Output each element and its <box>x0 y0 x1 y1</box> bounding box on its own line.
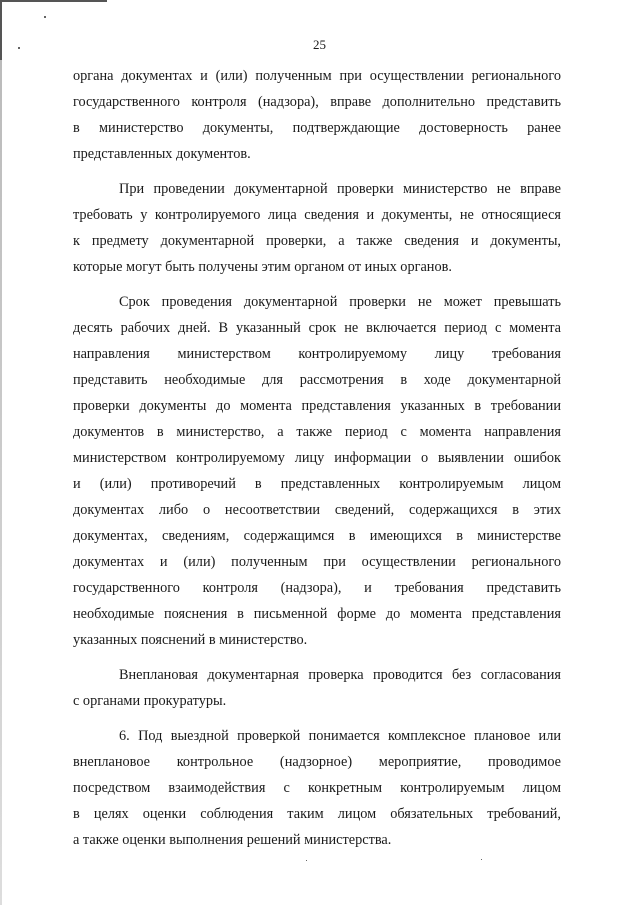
text-line: представленных документов. <box>73 146 251 162</box>
text-line: требовать у контролируемого лица сведения и документы, не относящиеся <box>73 207 561 223</box>
text-line: государственного контроля (надзора), вправе дополнительно представить <box>73 94 561 110</box>
text-line: Срок проведения документарной проверки не может превышать <box>119 294 561 310</box>
text-line: Внеплановая документарная проверка проводится без согласования <box>119 667 561 683</box>
text-line: а также оценки выполнения решений министерства. <box>73 832 392 848</box>
text-line: проверки документы до момента представления указанных в требовании <box>73 398 561 414</box>
text-line: документах, сведениям, содержащимся в имеющихся в министерстве <box>73 528 561 544</box>
text-line: указанных пояснений в министерство. <box>73 632 308 648</box>
text-line: государственного контроля (надзора), и требования представить <box>73 580 561 596</box>
paragraph <box>73 723 561 853</box>
text-line: 6. Под выездной проверкой понимается комплексное плановое или <box>119 728 561 744</box>
text-line: которые могут быть получены этим органом от иных органов. <box>73 259 452 275</box>
text-line: посредством взаимодействия с конкретным контролируемым лицом <box>73 780 561 796</box>
scan-speck <box>44 16 46 18</box>
body-text <box>73 63 561 862</box>
text-line: направления министерством контролируемому лицу требования <box>73 346 561 362</box>
text-line: в целях оценки соблюдения таким лицом обязательных требований, <box>73 806 561 822</box>
text-line: документах либо о несоответствии сведений, содержащихся в этих <box>73 502 561 518</box>
text-line: министерством контролируемому лицу информации о выявлении ошибок <box>73 450 561 466</box>
text-line: к предмету документарной проверки, а также сведения и документы, <box>73 233 561 249</box>
text-line: документов в министерство, а также период с момента направления <box>73 424 561 440</box>
paragraph <box>73 63 561 167</box>
page-number: 25 <box>313 37 326 52</box>
text-line: в министерство документы, подтверждающие достоверность ранее <box>73 120 561 136</box>
scan-artifact-edge <box>0 0 2 905</box>
text-line: необходимые пояснения в письменной форме до момента представления <box>73 606 561 622</box>
text-line: представить необходимые для рассмотрения в ходе документарной <box>73 372 561 388</box>
paragraph <box>73 176 561 280</box>
text-line: органа документах и (или) полученным при осуществлении регионального <box>73 68 561 84</box>
paragraph <box>73 662 561 714</box>
text-line: и (или) противоречий в представленных контролируемым лицом <box>73 476 561 492</box>
text-line: внеплановое контрольное (надзорное) мероприятие, проводимое <box>73 754 561 770</box>
paragraph <box>73 289 561 653</box>
text-line: При проведении документарной проверки министерство не вправе <box>119 181 561 197</box>
text-line: с органами прокуратуры. <box>73 693 227 709</box>
text-line: документах и (или) полученным при осуществлении регионального <box>73 554 561 570</box>
scan-artifact-rule <box>0 0 107 2</box>
text-line: десять рабочих дней. В указанный срок не включается период с момента <box>73 320 561 336</box>
